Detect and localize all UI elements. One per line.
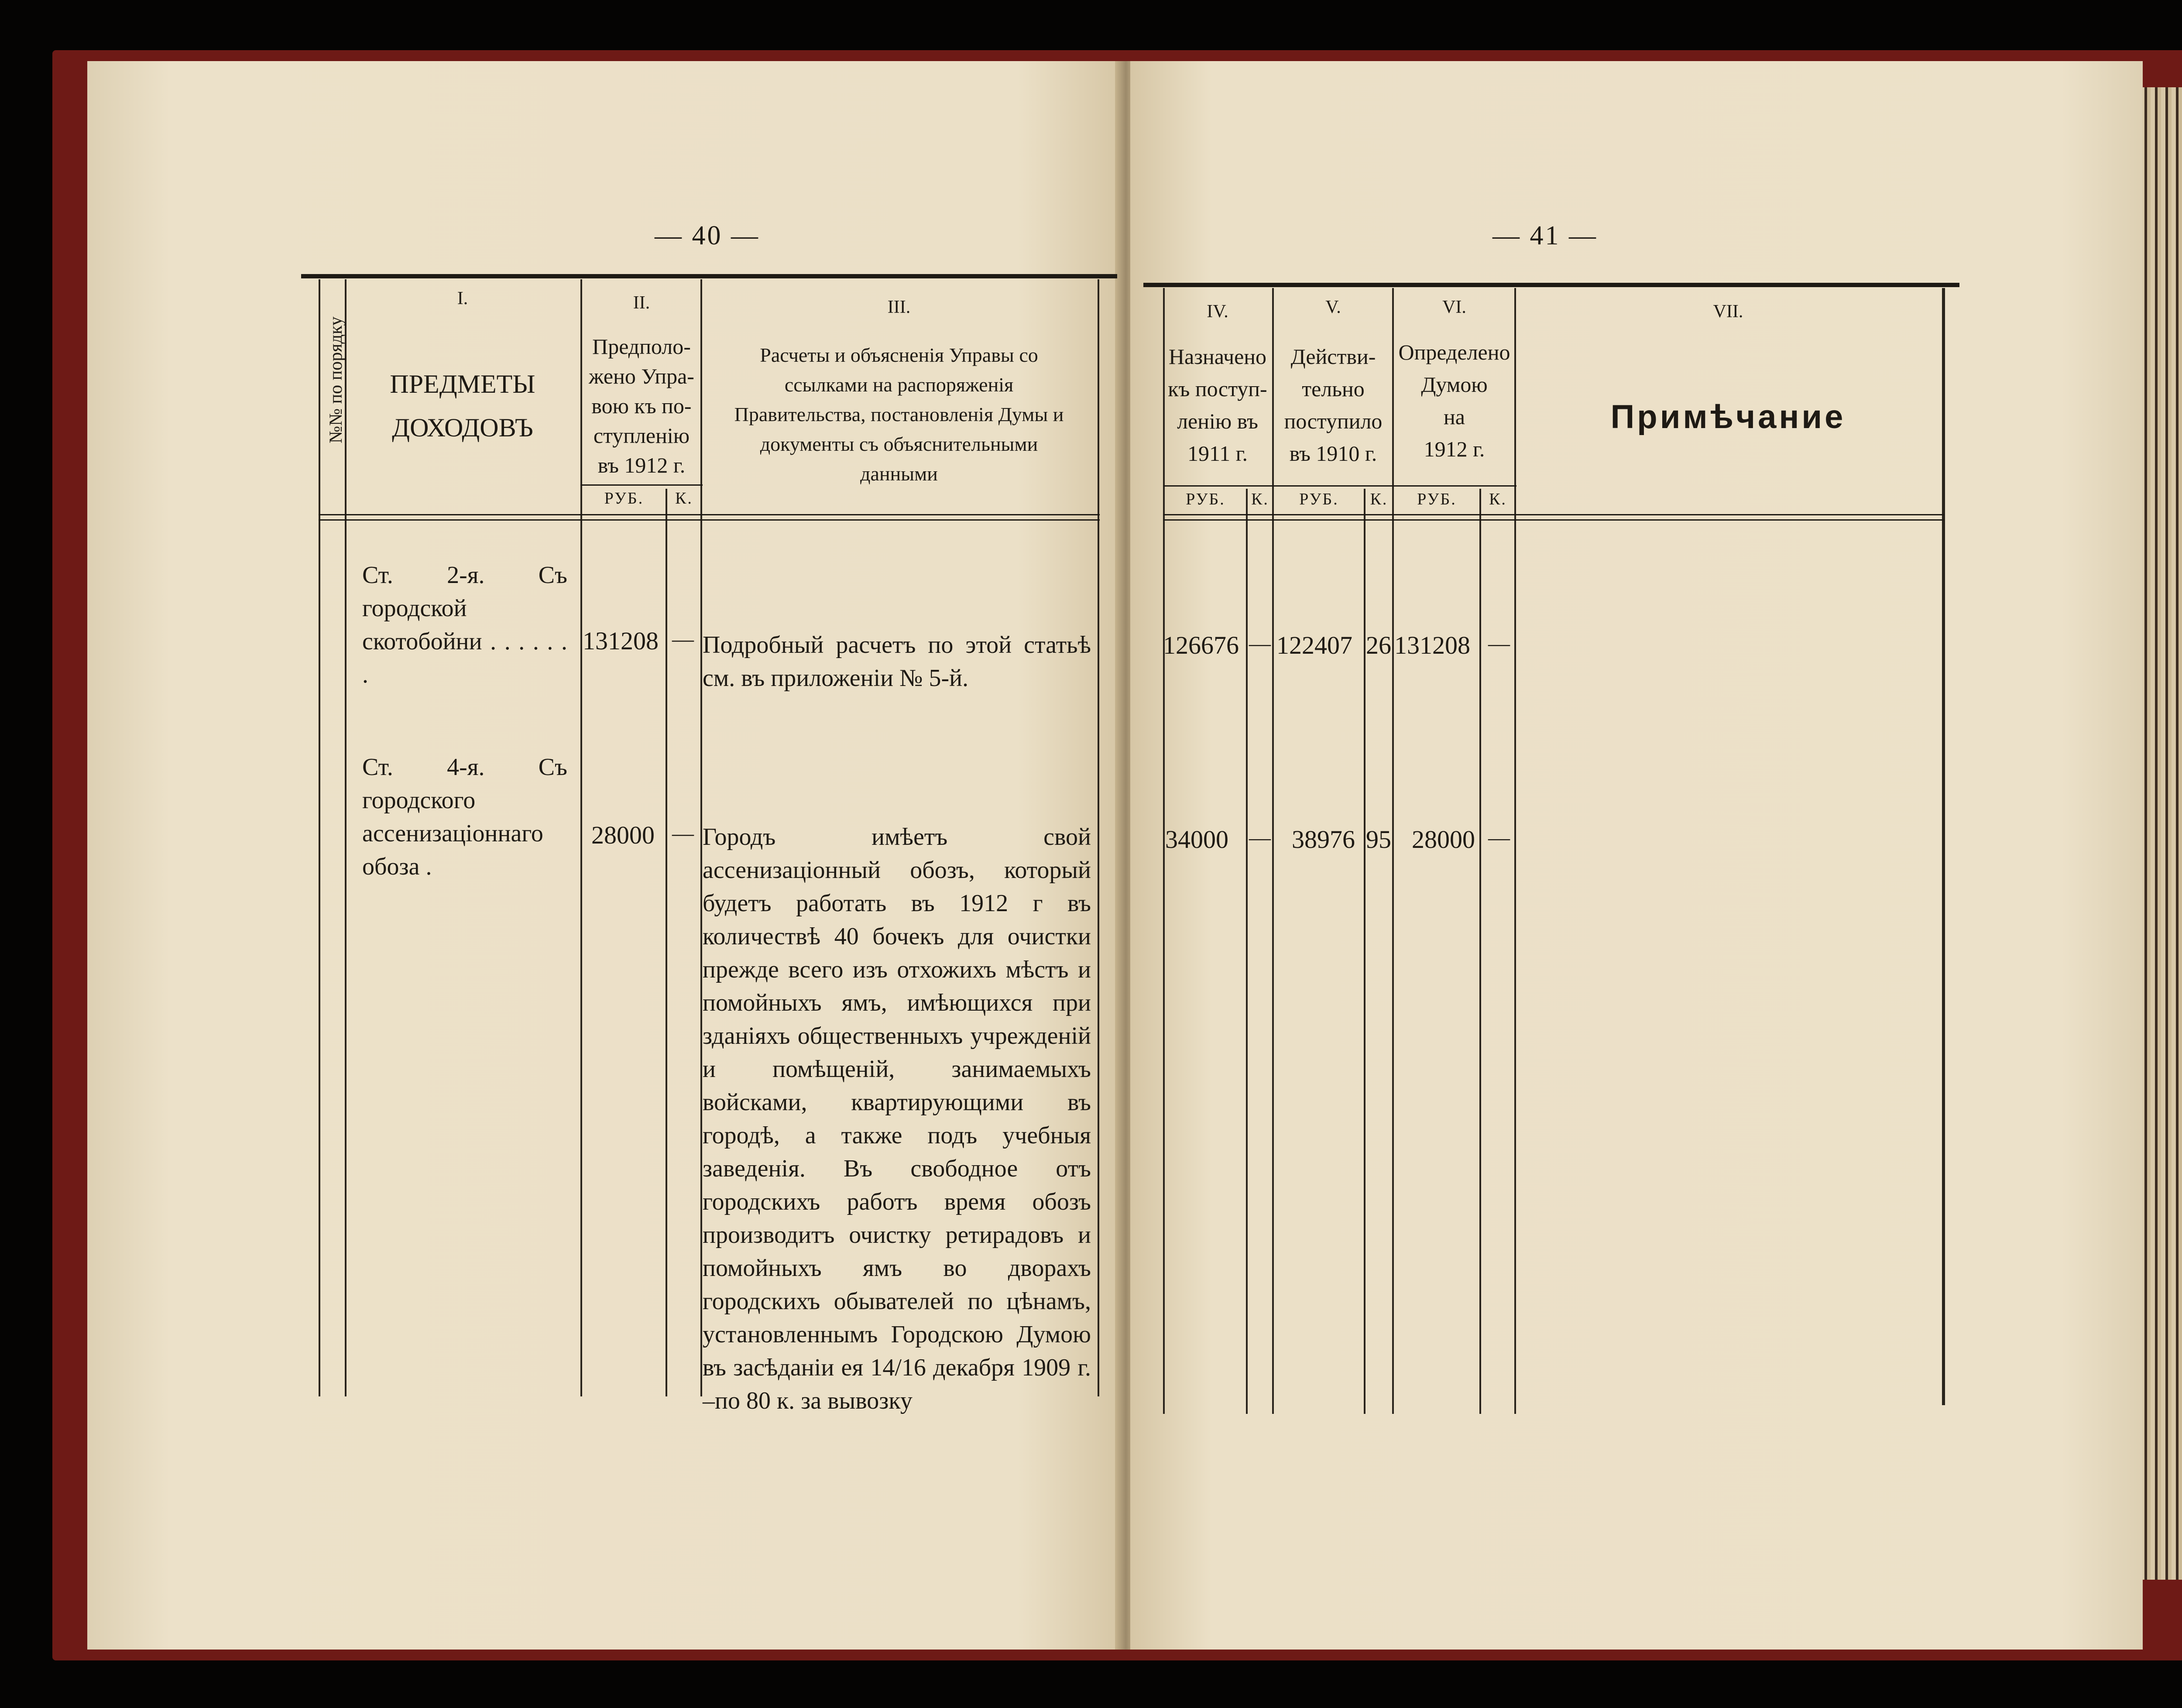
row-vi-kop: — [1488, 631, 1510, 655]
row-iv-kop: — [1249, 825, 1271, 850]
unit-rub-V: РУБ. [1299, 490, 1339, 508]
col-II-title-line: ступленію [593, 423, 690, 448]
header-bottom-rule [1163, 519, 1944, 521]
col-V-title-line: поступило [1284, 409, 1383, 433]
row-v-amount: 38976 [1292, 825, 1355, 854]
col-V-numeral: V. [1325, 297, 1341, 317]
col-VII-title: Примѣчание [1610, 398, 1846, 436]
unit-rub-VI: РУБ. [1417, 490, 1457, 508]
unit-rub-IV: РУБ. [1186, 490, 1225, 508]
col-V-title [1274, 340, 1392, 470]
unit-kop-V: К. [1370, 490, 1388, 508]
row-v-amount: 122407 [1276, 631, 1352, 659]
col-line [1272, 288, 1274, 1414]
page-number-left: — 40 — [655, 221, 760, 250]
row-kop: — [672, 627, 694, 651]
row-kop: — [672, 821, 694, 845]
row-iv-amount: 34000 [1165, 825, 1228, 854]
col-line [700, 279, 702, 1396]
col-I-title: ПРЕДМЕТЫ ДОХОДОВЪ [390, 370, 535, 442]
col-II-title-line: въ 1912 г. [597, 453, 686, 477]
col-II-numeral: II. [633, 293, 650, 313]
row-iv-amount: 126676 [1163, 631, 1239, 659]
left-border [319, 279, 320, 1396]
col-VI-numeral: VI. [1442, 297, 1466, 317]
unit-rule [1163, 485, 1516, 487]
col-line [1098, 279, 1099, 1396]
col-line [1364, 489, 1365, 1414]
col-line [1514, 288, 1516, 1414]
col-I-numeral: I. [457, 288, 468, 309]
col-III-numeral: III. [887, 297, 911, 317]
header-bottom-rule [1163, 514, 1944, 515]
unit-rule [580, 484, 703, 486]
row-vi-kop: — [1488, 825, 1510, 850]
row-explanation: Подробный расчетъ по этой статьѣ см. въ приложеніи № 5-й. [703, 631, 1091, 692]
col-VI-title-line: Думою [1421, 372, 1488, 397]
col-IV-numeral: IV. [1207, 302, 1228, 322]
unit-kop-left: К. [675, 489, 693, 508]
row-item-skotoboinia: Ст. 2-я. Съ городской скотобойни . . . . . . . [362, 562, 567, 688]
header-bottom-rule [319, 519, 1100, 521]
header-bottom-rule [319, 514, 1100, 515]
row-vi-amount: 28000 [1412, 825, 1475, 854]
col-line [1392, 288, 1394, 1414]
col-V-title-line: Действи- [1290, 344, 1376, 369]
row-v-kop: 26 [1366, 631, 1391, 659]
row-v-kop: 95 [1366, 825, 1391, 854]
col-IV-title [1163, 340, 1272, 470]
col-IV-title-line: ленію въ [1177, 409, 1258, 433]
col-IV-title-line: къ поступ- [1168, 377, 1267, 401]
right-border [1942, 288, 1945, 1405]
col-VI-title-line: Определено [1398, 340, 1510, 364]
col-IV-title-line: Назначено [1168, 344, 1267, 369]
col-line [580, 279, 582, 1396]
col-VI-title-line: на [1444, 405, 1465, 429]
left-top-rule [301, 274, 1117, 278]
col-IV-title-line: 1911 г. [1187, 441, 1248, 466]
col-VII-numeral: VII. [1713, 302, 1743, 322]
col-line [345, 279, 347, 1396]
row-amount: 28000 [591, 821, 655, 849]
column-number-header: №№ по порядку [326, 316, 346, 443]
col-II-title [583, 332, 700, 480]
unit-kop-IV: К. [1251, 490, 1269, 508]
page-number-right: — 41 — [1492, 221, 1598, 250]
right-top-rule [1143, 283, 1959, 287]
row-amount: 131208 [583, 627, 659, 655]
row-vi-amount: 131208 [1394, 631, 1470, 659]
col-V-title-line: въ 1910 г. [1289, 441, 1377, 466]
col-VI-title [1394, 336, 1514, 465]
col-line [666, 489, 667, 1396]
col-II-title-line: Предполо- [592, 334, 691, 359]
unit-kop-VI: К. [1489, 490, 1507, 508]
col-VI-title-line: 1912 г. [1424, 437, 1485, 461]
col-line [1246, 489, 1248, 1414]
col-V-title-line: тельно [1302, 377, 1365, 401]
col-line [1479, 489, 1481, 1414]
col-II-title-line: вою къ по- [591, 394, 692, 418]
row-iv-kop: — [1249, 631, 1271, 655]
unit-rub-left: РУБ. [604, 489, 644, 508]
col-III-title: Расчеты и объясненія Управы со ссылками на распоряженія Правительства, постановленія Думы и документы съ объяснительными данными [734, 344, 1064, 485]
row-item-obozy: Ст. 4-я. Съ городского ассенизаціоннаго обоза . [362, 754, 567, 880]
row-explanation: Городъ имѣетъ свой ассенизаціонный обозъ, который будетъ работать въ 1912 г въ количествѣ 40 бочекъ для очистки прежде всего изъ отхожихъ мѣстъ и помойныхъ ямъ, имѣющихся при зданіяхъ общественныхъ учрежденій и помѣщеній, занимаемыхъ войсками, квартирующими въ городѣ, а также подъ учебныя заведенія. Въ свободное отъ городскихъ работъ время обозъ производитъ очистку ретирадовъ и помойныхъ ямъ во дворахъ городскихъ обывателей по цѣнамъ, установленнымъ Городскою Думою въ засѣданіи ея 14/16 декабря 1909 г. –по 80 к. за вывозку [703, 823, 1091, 1414]
col-II-title-line: жено Упра- [589, 364, 694, 388]
